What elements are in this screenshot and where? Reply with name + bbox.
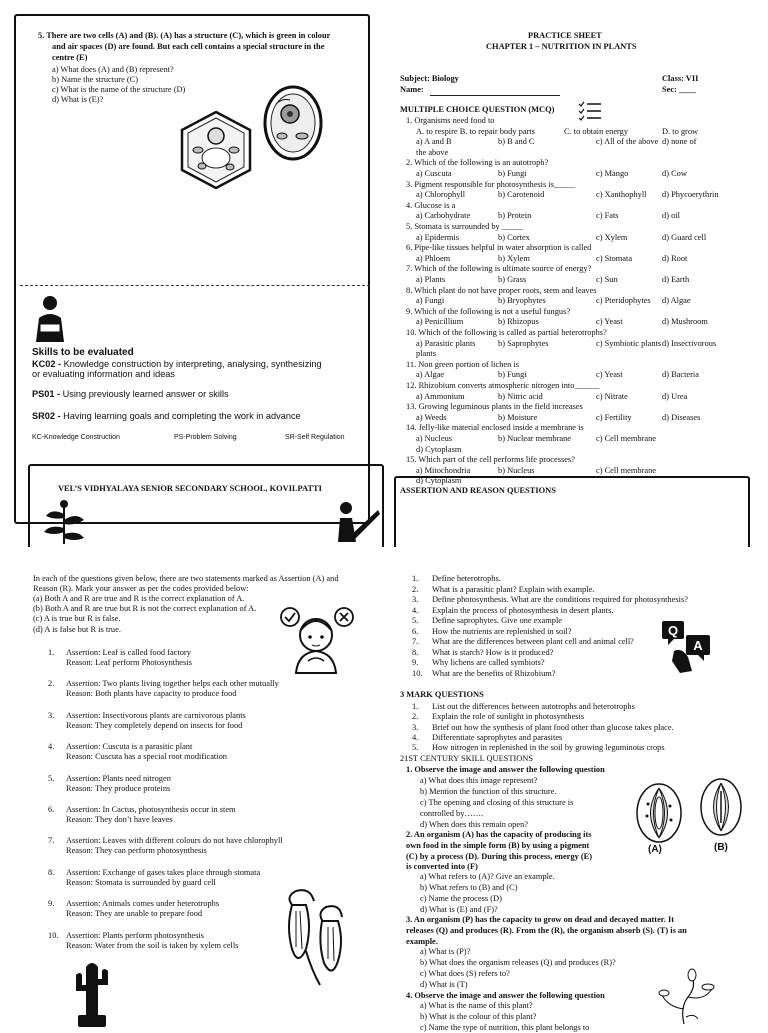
- mcq-question: 10. Which of the following is called as partial heterotrophs?: [406, 328, 607, 337]
- q5-part-d: d) What is (E)?: [52, 95, 104, 104]
- mcq-option: b) Moisture: [498, 412, 538, 422]
- ar-reason: Reason: Leaf perform Photosynthesis: [66, 658, 192, 667]
- ar-assertion: Assertion: Animals comes under heterotrophs: [66, 899, 220, 909]
- c21-q4-head: 4. Observe the image and answer the following question: [406, 991, 605, 1000]
- dashed-divider: [20, 285, 370, 286]
- ar-assertion: Assertion: Leaves with different colours do not have chlorophyll: [66, 836, 283, 846]
- mcq-option: c) Stomata: [596, 253, 633, 263]
- question-number: 4.: [412, 605, 419, 615]
- mcq-option: d) Cow: [662, 169, 687, 178]
- question-number: 2.: [412, 712, 419, 722]
- cactus-icon: [68, 957, 116, 1027]
- kc02-code: KC02 -: [32, 359, 62, 369]
- question-text: Explain the process of photosynthesis in desert plants.: [432, 605, 614, 615]
- mcq-option: b) Bryophytes: [498, 296, 546, 306]
- mcq-option: c) Symbiotic plants: [596, 338, 662, 348]
- question-number: 1.: [412, 574, 419, 583]
- ar-intro-6: (d) A is false but R is true.: [33, 625, 121, 634]
- sr02-code: SR02 -: [32, 411, 61, 421]
- class-label: Class: VII: [662, 74, 699, 83]
- mcq-option: a) Mitochondria: [416, 465, 471, 475]
- pitcher-plant-illustration: [280, 887, 350, 987]
- ar-reason: Reason: They completely depend on insects for food: [66, 720, 243, 730]
- legend-kc: KC-Knowledge Construction: [32, 434, 120, 441]
- ps01-code: PS01 -: [32, 389, 61, 399]
- question-text: Define saprophytes. Give one example: [432, 616, 563, 625]
- mcq-option: a) Penicillium: [416, 317, 464, 327]
- c21-q2-line-4: is converted into (F): [406, 862, 478, 871]
- student-icon: [30, 294, 70, 344]
- c21-q3-d: d) What is (T): [420, 980, 468, 989]
- mcq-question: 4. Glucose is a: [406, 200, 456, 210]
- mcq-option: b) Cortex: [498, 232, 530, 242]
- mcq-option: b) Nitric acid: [498, 391, 543, 401]
- ar-number: 5.: [48, 773, 55, 783]
- animal-cell-illustration: [262, 84, 324, 162]
- c21-q1-b: b) Mention the function of this structure.: [420, 787, 557, 796]
- mcq-option: b) Grass: [498, 275, 527, 284]
- page-1: [0, 0, 384, 547]
- plant-sprig-icon: [40, 498, 88, 544]
- c21-q3-line-3: example.: [406, 937, 438, 946]
- mcq-option: d) none of: [662, 137, 697, 147]
- question-text: How the nutrients are replenished in soil?: [432, 626, 572, 636]
- ar-reason: Reason: Water from the soil is taken by xylem cells: [66, 940, 239, 950]
- mcq-question: 13. Growing leguminous plants in the field increases: [406, 402, 583, 412]
- mcq-option: d) Guard cell: [662, 232, 707, 242]
- ar-assertion: Assertion: Insectivorous plants are carnivorous plants: [66, 710, 246, 720]
- stomata-label-a: (A): [648, 844, 662, 855]
- mcq-option: plants: [416, 349, 437, 359]
- mcq-option: a) A and B: [416, 137, 452, 147]
- mcq-option: a) Algae: [416, 370, 445, 380]
- sr02-text: Having learning goals and completing the work in advance: [63, 411, 301, 421]
- question-text: Brief out how the synthesis of plant food other than glucose takes place.: [432, 722, 674, 732]
- question-text: What are the benefits of Rhizobium?: [432, 668, 556, 678]
- ar-number: 4.: [48, 742, 55, 752]
- mcq-option: a) Weeds: [416, 412, 447, 422]
- question-number: 8.: [412, 647, 419, 657]
- name-blank-line: [430, 95, 560, 96]
- mcq-option: d) Earth: [662, 275, 690, 284]
- mcq-question: 8. Which plant do not have proper roots, stem and leaves: [406, 285, 597, 295]
- question-number: 5.: [412, 616, 419, 625]
- question-text: What are the differences between plant cell and animal cell?: [432, 637, 634, 646]
- ps01-text: Using previously learned answer or skills: [62, 389, 229, 399]
- three-mark-heading: 3 MARK QUESTIONS: [400, 690, 484, 699]
- chapter-title: CHAPTER 1 – NUTRITION IN PLANTS: [486, 42, 637, 51]
- mcq-heading: MULTIPLE CHOICE QUESTION (MCQ): [400, 105, 555, 114]
- c21-q2-b: b) What refers to (B) and (C): [420, 883, 518, 892]
- mcq-option: c) Yeast: [596, 370, 623, 380]
- mcq-option: the above: [416, 147, 449, 157]
- kc02-text-line-2: or evaluating information and ideas: [32, 369, 176, 379]
- page-3: [0, 547, 384, 1024]
- mcq-option: a) Ammonium: [416, 391, 465, 401]
- q5-line-2: and air spaces (D) are found. But each cell contains a special structure in the: [52, 42, 325, 51]
- ar-intro-5: (c) A is true but R is false.: [33, 614, 121, 623]
- mcq-option: d) Cytoplasm: [416, 444, 462, 454]
- mcq-option: b) Rhizopus: [498, 317, 539, 327]
- ar-intro-3: (a) Both A and R are true and R is the correct explanation of A.: [33, 594, 245, 603]
- sheet-title: PRACTICE SHEET: [528, 31, 602, 40]
- stomata-closed-illustration: [698, 777, 744, 837]
- legend-sr: SR-Self Regulation: [285, 434, 345, 441]
- ar-number: 6.: [48, 805, 55, 814]
- ar-reason: Reason: Both plants have capacity to produce food: [66, 689, 237, 699]
- c21-q4-a: a) What is the name of this plant?: [420, 1001, 533, 1010]
- mcq-option: a) Fungi: [416, 296, 445, 306]
- question-number: 5.: [412, 743, 419, 753]
- c21-heading: 21ST CENTURY SKILL QUESTIONS: [400, 754, 533, 763]
- ar-number: 2.: [48, 679, 55, 689]
- name-label: Name:: [400, 85, 424, 94]
- question-text: What is a parasitic plant? Explain with example.: [432, 584, 595, 594]
- ar-assertion: Assertion: Two plants living together helps each other mutually: [66, 679, 279, 689]
- ar-number: 9.: [48, 899, 55, 909]
- c21-q2-a: a) What refers to (A)? Give an example.: [420, 872, 555, 881]
- mcq-option: b) Fungi: [498, 169, 527, 178]
- mcq-option: d) Phycoerythrin: [662, 190, 719, 200]
- mcq-option: a) Nucleus: [416, 434, 453, 443]
- mcq-question: 1. Organisms need food to: [406, 116, 495, 125]
- question-text: Why lichens are called symbiots?: [432, 658, 545, 667]
- mcq-option: b) Xylem: [498, 253, 530, 263]
- qa-q-letter: Q: [667, 623, 679, 638]
- mcq-question: 2. Which of the following is an autotroph?: [406, 158, 549, 168]
- q5-part-c: c) What is the name of the structure (D): [52, 85, 186, 94]
- c21-q1-c2: controlled by…….: [420, 809, 484, 818]
- mcq-option: A. to respire B. to repair body parts: [416, 126, 535, 136]
- mcq-question: 12. Rhizobium converts atmospheric nitrogen into______: [406, 381, 600, 390]
- ar-intro-4: (b) Both A and R are true but R is not the correct explanation of A.: [33, 604, 257, 613]
- question-number: 2.: [412, 584, 419, 594]
- question-number: 10.: [412, 668, 423, 678]
- stomata-open-illustration: [634, 782, 684, 844]
- mcq-option: c) Nitrate: [596, 391, 628, 401]
- question-number: 6.: [412, 626, 419, 636]
- mcq-option: c) All of the above: [596, 137, 659, 147]
- ar-intro-2: Reason (R). Mark your answer as per the codes provided below:: [33, 584, 249, 593]
- mcq-option: c) Fats: [596, 211, 619, 221]
- legend-ps: PS-Problem Solving: [174, 434, 237, 441]
- question-text: List out the differences between autotrophs and heterotrophs: [432, 702, 635, 711]
- mcq-option: a) Parasitic plants: [416, 338, 476, 348]
- ar-assertion: Assertion: Exchange of gases takes place through stomata: [66, 867, 261, 877]
- q5-part-b: b) Name the structure (C): [52, 75, 139, 84]
- mcq-question: 3. Pigment responsible for photosynthesis is_____: [406, 179, 575, 189]
- qa-a-letter: A: [693, 638, 703, 653]
- c21-q2-line-2: own food in the simple form (B) by using a pigment: [406, 841, 590, 850]
- mcq-question: 15. Which part of the cell performs life processes?: [406, 455, 575, 465]
- mcq-option: D. to grow: [662, 126, 699, 136]
- mcq-option: b) B and C: [498, 137, 535, 147]
- mcq-question: 5. Stomata is surrounded by _____: [406, 222, 523, 231]
- mcq-option: d) Diseases: [662, 412, 701, 422]
- mcq-question: 7. Which of the following is ultimate source of energy?: [406, 264, 592, 274]
- kc02-text: Knowledge construction by interpreting, analysing, synthesizing: [63, 359, 322, 369]
- mcq-option: d) Cytoplasm: [416, 476, 462, 486]
- mcq-option: b) Fungi: [498, 370, 527, 380]
- subject-label: Subject: Biology: [400, 74, 459, 83]
- mcq-option: a) Plants: [416, 275, 446, 284]
- mcq-option: c) Pteridophytes: [596, 296, 651, 306]
- c21-q3-c: c) What does (S) refers to?: [420, 969, 510, 978]
- ar-number: 8.: [48, 867, 55, 877]
- ar-reason: Reason: They are unable to prepare food: [66, 909, 203, 919]
- ar-number: 7.: [48, 836, 55, 846]
- mcq-question: 9. Which of the following is not a useful fungus?: [406, 306, 571, 316]
- mcq-option: a) Cuscuta: [416, 169, 452, 178]
- mcq-option: b) Protein: [498, 211, 532, 221]
- ar-number: 1.: [48, 648, 55, 657]
- question-number: 1.: [412, 702, 419, 711]
- c21-q3-a: a) What is (P)?: [420, 947, 471, 956]
- question-text: Define photosynthesis. What are the conditions required for photosynthesis?: [432, 595, 688, 604]
- page-2: [384, 0, 768, 547]
- question-number: 3.: [412, 595, 419, 604]
- q5-line-1: 5. There are two cells (A) and (B). (A) has a structure (C), which is green in colour: [38, 31, 331, 40]
- c21-q1-head: 1. Observe the image and answer the following question: [406, 765, 605, 774]
- skills-title: Skills to be evaluated: [32, 347, 134, 358]
- question-text: What is starch? How is it produced?: [432, 647, 554, 657]
- ar-number: 3.: [48, 710, 55, 720]
- mcq-option: b) Saprophytes: [498, 338, 549, 348]
- mcq-option: c) Mango: [596, 169, 629, 178]
- mcq-option: c) Yeast: [596, 317, 623, 327]
- question-number: 3.: [412, 722, 419, 732]
- reading-person-icon: [330, 498, 382, 548]
- ar-reason: Reason: They don’t have leaves: [66, 815, 173, 824]
- q-and-a-icon: [660, 617, 714, 675]
- mcq-option: c) Sun: [596, 275, 618, 284]
- thinking-girl-icon: [278, 605, 358, 675]
- ar-reason: Reason: Cuscuta has a special root modification: [66, 752, 227, 762]
- c21-q2-line-1: 2. An organism (A) has the capacity of producing its: [406, 830, 592, 839]
- stomata-label-b: (B): [714, 842, 728, 853]
- c21-q2-line-3: (C) by a process (D). During this process, energy (E): [406, 852, 593, 861]
- mcq-option: d) Insectivorous: [662, 338, 717, 348]
- c21-q4-b: b) What is the colour of this plant?: [420, 1012, 537, 1021]
- mcq-question: 14. Jelly-like material enclosed inside a membrane is: [406, 423, 584, 433]
- mcq-option: c) Xanthophyll: [596, 190, 647, 200]
- mcq-option: d) Root: [662, 253, 688, 263]
- assertion-heading: ASSERTION AND REASON QUESTIONS: [400, 486, 556, 495]
- ar-assertion: Assertion: Cuscuta is a parasitic plant: [66, 742, 193, 752]
- mcq-option: a) Phloem: [416, 253, 451, 263]
- question-text: Define heterotrophs.: [432, 574, 501, 583]
- c21-q1-c: c) The opening and closing of this structure is: [420, 798, 574, 807]
- parasitic-plant-illustration: [654, 967, 724, 1024]
- school-name: VEL’S VIDHYALAYA SENIOR SECONDARY SCHOOL, KOVILPATTI: [58, 484, 322, 493]
- mcq-option: d) Mushroom: [662, 317, 708, 327]
- question-text: How nitrogen in replenished in the soil by growing leguminous crops: [432, 743, 665, 753]
- c21-q2-c: c) Name the process (D): [420, 894, 502, 903]
- mcq-option: c) Xylem: [596, 232, 628, 242]
- ar-assertion: Assertion: Leaf is called food factory: [66, 648, 191, 657]
- page-4: [384, 547, 768, 1032]
- ar-reason: Reason: They can perform photosynthesis: [66, 846, 207, 856]
- plant-cell-illustration: [180, 110, 252, 190]
- q5-line-3: centre (E): [52, 53, 88, 62]
- mcq-option: d) Algae: [662, 296, 691, 306]
- question-number: 9.: [412, 658, 419, 667]
- mcq-option: d) oil: [662, 211, 680, 221]
- ar-assertion: Assertion: Plants need nitrogen: [66, 773, 171, 783]
- ar-intro-1: In each of the questions given below, there are two statements marked as Assertion (A) and: [33, 574, 339, 583]
- c21-q4-c: c) Name the type of nutrition, this plant belongs to: [420, 1023, 590, 1032]
- sec-label: Sec: ____: [662, 85, 696, 94]
- mcq-option: c) Cell membrane: [596, 465, 656, 475]
- checklist-icon: [578, 101, 602, 123]
- ar-reason: Reason: Stomata is surrounded by guard cell: [66, 877, 216, 887]
- mcq-option: b) Nuclear membrane: [498, 434, 572, 443]
- question-number: 4.: [412, 732, 419, 742]
- mcq-option: a) Carbohydrate: [416, 211, 471, 221]
- c21-q3-b: b) What does the organism releases (Q) and produces (R)?: [420, 958, 616, 967]
- mcq-option: b) Carotenoid: [498, 190, 545, 200]
- mcq-option: b) Nucleus: [498, 465, 535, 475]
- c21-q3-line-2: releases (Q) and produces (R). From the (R), the organism absorb (S). (T) is an: [406, 926, 687, 935]
- mcq-question: 6. Pipe-like tissues helpful in water absorption is called: [406, 243, 592, 253]
- q5-part-a: a) What does (A) and (B) represent?: [52, 65, 174, 74]
- c21-q2-d: d) What is (E) and (F)?: [420, 905, 498, 914]
- mcq-option: C. to obtain energy: [564, 126, 629, 136]
- question-text: Differentiate saprophytes and parasites: [432, 732, 563, 742]
- c21-q3-line-1: 3. An organism (P) has the capacity to grow on dead and decayed matter. It: [406, 915, 674, 924]
- mcq-question: 11. Non green portion of lichen is: [406, 359, 519, 369]
- question-number: 7.: [412, 637, 419, 646]
- ar-reason: Reason: They produce proteins: [66, 783, 171, 793]
- c21-q1-a: a) What does this image represent?: [420, 776, 538, 785]
- ar-assertion: Assertion: In Cactus, photosynthesis occur in stem: [66, 805, 236, 814]
- c21-q1-d: d) When does this remain open?: [420, 820, 528, 829]
- mcq-option: d) Urea: [662, 391, 688, 401]
- ar-assertion: Assertion: Plants perform photosynthesis: [66, 930, 204, 940]
- mcq-option: c) Cell membrane: [596, 434, 656, 443]
- mcq-option: a) Chlorophyll: [416, 190, 466, 200]
- ar-number: 10.: [48, 930, 59, 940]
- question-text: Explain the role of sunlight in photosynthesis: [432, 712, 585, 722]
- mcq-option: a) Epidermis: [416, 232, 460, 242]
- mcq-option: d) Bacteria: [662, 370, 699, 380]
- mcq-option: c) Fertility: [596, 412, 632, 422]
